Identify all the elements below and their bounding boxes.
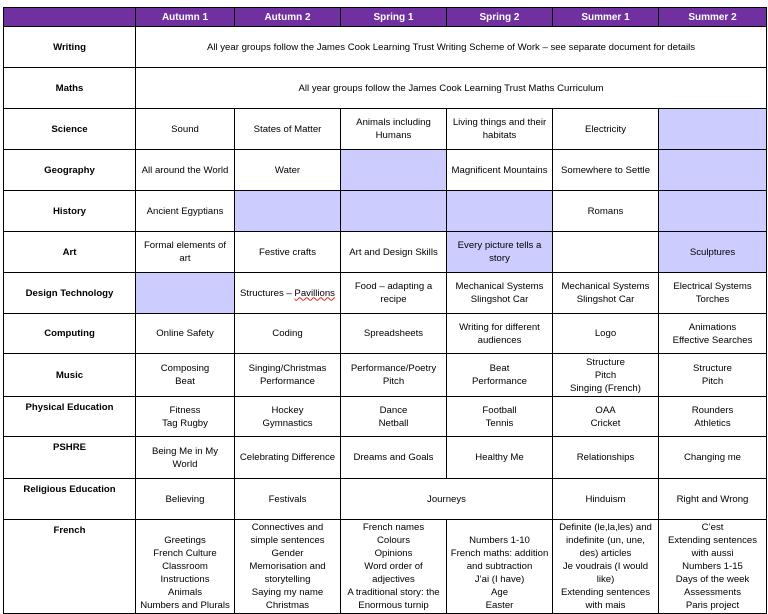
pe-summer-2-line: Athletics: [694, 417, 731, 429]
music-autumn-1: [136, 354, 235, 397]
music-summer-1-line: Structure: [586, 356, 625, 368]
subject-history: History: [4, 191, 136, 232]
music-spring-2: [447, 354, 553, 397]
header-autumn-1: Autumn 1: [136, 8, 235, 27]
french-spring-1-line: adjectives: [372, 574, 415, 585]
writing-all-year: All year groups follow the James Cook Learning Trust Writing Scheme of Work – see separate document for details: [136, 27, 767, 68]
french-summer-2-line: Days of the week: [675, 574, 750, 585]
music-spring-1-line: Pitch: [382, 376, 405, 387]
pe-autumn-1-line: Fitness: [169, 404, 201, 416]
pshre-spring-1: Dreams and Goals: [341, 437, 447, 479]
pe-autumn-1-line: Tag Rugby: [162, 417, 208, 429]
dt-spring-2-line: Slingshot Car: [470, 294, 529, 305]
music-spring-1: [341, 354, 447, 397]
re-summer-2: Right and Wrong: [659, 479, 767, 520]
row-religious-education: [4, 479, 767, 520]
music-spring-1-line: Performance/Poetry: [350, 363, 437, 374]
pshre-summer-1: Relationships: [553, 437, 659, 479]
history-spring-1-empty: [341, 191, 447, 232]
pe-spring-2-line: Tennis: [485, 417, 514, 429]
row-french: [4, 520, 767, 614]
french-autumn-2-line: Saying my name: [251, 587, 324, 598]
french-spring-1-line: A traditional story: the: [347, 587, 440, 598]
french-spring-2-line: J’ai (I have): [474, 574, 525, 585]
header-summer-2: Summer 2: [659, 8, 767, 27]
music-summer-1-line: Pitch: [594, 369, 617, 381]
subject-pshre: PSHRE: [4, 437, 136, 479]
geography-autumn-1: All around the World: [136, 150, 235, 191]
dt-summer-2: [659, 273, 767, 314]
science-autumn-2: States of Matter: [235, 109, 341, 150]
french-autumn-2-line: simple sentences: [250, 535, 325, 546]
history-summer-1: Romans: [553, 191, 659, 232]
music-spring-2-line: Beat: [489, 363, 510, 374]
science-summer-2-empty: [659, 109, 767, 150]
row-pshre: [4, 437, 767, 479]
art-spring-1: Art and Design Skills: [341, 232, 447, 273]
pe-spring-2: [447, 397, 553, 437]
french-autumn-1-line: Classroom: [162, 561, 208, 572]
dt-autumn-2-spellcheck-word: Pavillions: [294, 287, 335, 299]
header-corner: [4, 8, 136, 27]
french-autumn-2-line: storytelling: [264, 574, 311, 585]
re-autumn-2: Festivals: [235, 479, 341, 520]
history-spring-2-empty: [447, 191, 553, 232]
art-spring-2: Every picture tells a story: [447, 232, 553, 273]
subject-computing: Computing: [4, 314, 136, 354]
music-autumn-2: [235, 354, 341, 397]
french-spring-2-line: Age: [490, 587, 509, 598]
pshre-spring-2: Healthy Me: [447, 437, 553, 479]
french-spring-2-line: Easter: [485, 600, 514, 611]
french-autumn-1-line: Animals: [167, 587, 203, 598]
pe-autumn-1: [136, 397, 235, 437]
row-art: [4, 232, 767, 273]
row-writing: [4, 27, 767, 68]
re-summer-1: Hinduism: [553, 479, 659, 520]
computing-summer-1: Logo: [553, 314, 659, 354]
science-spring-2: Living things and their habitats: [447, 109, 553, 150]
french-summer-1-line: Extending sentences: [560, 587, 651, 598]
art-summer-1-empty: [553, 232, 659, 273]
pe-spring-1-line: Netball: [378, 417, 409, 429]
music-summer-2-line: Structure: [693, 363, 732, 374]
french-spring-1: [341, 520, 447, 614]
subject-art: Art: [4, 232, 136, 273]
pshre-autumn-2: Celebrating Difference: [235, 437, 341, 479]
dt-autumn-2-text: Structures –: [240, 287, 295, 299]
maths-all-year: All year groups follow the James Cook Learning Trust Maths Curriculum: [136, 68, 767, 109]
science-autumn-1: Sound: [136, 109, 235, 150]
subject-design-technology: Design Technology: [4, 273, 136, 314]
subject-science: Science: [4, 109, 136, 150]
music-summer-2-line: Pitch: [701, 376, 724, 387]
dt-spring-2-line: Mechanical Systems: [455, 281, 544, 292]
music-summer-1-line: Singing (French): [570, 382, 641, 394]
art-summer-2: Sculptures: [659, 232, 767, 273]
music-autumn-1-line: Composing: [160, 363, 210, 374]
science-summer-1: Electricity: [553, 109, 659, 150]
french-autumn-1: [136, 520, 235, 614]
pshre-summer-2: Changing me: [659, 437, 767, 479]
computing-summer-2: [659, 314, 767, 354]
computing-autumn-2: Coding: [235, 314, 341, 354]
french-summer-2-line: Extending sentences: [667, 535, 758, 546]
french-summer-2: [659, 520, 767, 614]
french-summer-1-line: Je voudrais (I would: [562, 561, 649, 572]
row-computing: [4, 314, 767, 354]
header-spring-2: Spring 2: [447, 8, 553, 27]
pe-spring-1-line: Dance: [379, 404, 408, 416]
subject-writing: Writing: [4, 27, 136, 68]
dt-summer-1-line: Slingshot Car: [576, 294, 635, 305]
subject-french: French: [4, 520, 136, 614]
row-design-technology: [4, 273, 767, 314]
computing-spring-2: Writing for different audiences: [447, 314, 553, 354]
french-summer-1-line: indefinite (un, une,: [566, 535, 645, 546]
row-history: [4, 191, 767, 232]
computing-autumn-1: Online Safety: [136, 314, 235, 354]
geography-summer-2-empty: [659, 150, 767, 191]
french-summer-1-line: like): [596, 574, 615, 585]
pe-summer-1: [553, 397, 659, 437]
music-summer-2: [659, 354, 767, 397]
french-autumn-2-line: Gender: [271, 548, 304, 559]
pe-autumn-2-line: Gymnastics: [262, 417, 313, 429]
dt-summer-1: [553, 273, 659, 314]
science-spring-1: Animals including Humans: [341, 109, 447, 150]
dt-autumn-2: [235, 273, 341, 314]
row-music: [4, 354, 767, 397]
french-spring-2-line: Numbers 1-10: [469, 535, 530, 546]
pe-summer-2-line: Rounders: [691, 404, 734, 416]
row-physical-education: [4, 397, 767, 437]
french-summer-2-line: Numbers 1-15: [682, 561, 743, 572]
computing-summer-2-line: Animations: [688, 321, 737, 333]
french-summer-2-line: with aussi: [691, 548, 734, 559]
french-summer-2-line: Paris project: [685, 600, 740, 611]
french-autumn-1-line: Numbers and Plurals: [140, 600, 230, 611]
art-autumn-2: Festive crafts: [235, 232, 341, 273]
french-summer-1: [553, 520, 659, 614]
geography-spring-1-empty: [341, 150, 447, 191]
french-summer-1-line: Definite (le,la,les) and: [559, 522, 652, 533]
curriculum-table: [3, 7, 767, 614]
computing-summer-2-line: Effective Searches: [672, 334, 753, 346]
re-autumn-1: Believing: [136, 479, 235, 520]
french-summer-1-line: des) articles: [579, 548, 632, 559]
header-autumn-2: Autumn 2: [235, 8, 341, 27]
row-geography: [4, 150, 767, 191]
pe-spring-1: [341, 397, 447, 437]
french-autumn-2-line: Connectives and: [251, 522, 324, 533]
pe-summer-1-line: Cricket: [590, 417, 621, 429]
french-spring-1-line: Colours: [376, 535, 411, 546]
french-spring-1-line: Opinions: [374, 548, 413, 559]
geography-summer-1: Somewhere to Settle: [553, 150, 659, 191]
pe-spring-2-line: Football: [482, 404, 517, 416]
dt-summer-2-line: Electrical Systems: [673, 281, 752, 292]
subject-religious-education: Religious Education: [4, 479, 136, 520]
french-autumn-2: [235, 520, 341, 614]
french-summer-2-line: Assessments: [683, 587, 742, 598]
french-summer-1-line: with mais: [585, 600, 626, 611]
geography-autumn-2: Water: [235, 150, 341, 191]
subject-physical-education: Physical Education: [4, 397, 136, 437]
french-spring-2: [447, 520, 553, 614]
french-autumn-2-line: Memorisation and: [249, 561, 326, 572]
header-row: [4, 8, 767, 27]
header-spring-1: Spring 1: [341, 8, 447, 27]
dt-autumn-1-empty: [136, 273, 235, 314]
dt-summer-2-line: Torches: [695, 294, 730, 305]
music-autumn-2-line: Performance: [260, 376, 315, 387]
subject-music: Music: [4, 354, 136, 397]
french-autumn-2-line: Christmas: [265, 600, 310, 611]
pe-summer-1-line: OAA: [595, 404, 616, 416]
pe-summer-2: [659, 397, 767, 437]
computing-spring-1: Spreadsheets: [341, 314, 447, 354]
row-science: [4, 109, 767, 150]
music-autumn-1-line: Beat: [175, 376, 195, 387]
french-spring-1-line: Word order of: [364, 561, 423, 572]
subject-maths: Maths: [4, 68, 136, 109]
dt-spring-1: Food – adapting a recipe: [341, 273, 447, 314]
french-spring-1-line: French names: [362, 522, 425, 533]
row-maths: [4, 68, 767, 109]
french-summer-2-line: C’est: [701, 522, 724, 533]
pshre-autumn-1: Being Me in My World: [136, 437, 235, 479]
pe-autumn-2-line: Hockey: [271, 404, 304, 416]
header-summer-1: Summer 1: [553, 8, 659, 27]
pe-autumn-2: [235, 397, 341, 437]
art-autumn-1: Formal elements of art: [136, 232, 235, 273]
dt-summer-1-line: Mechanical Systems: [561, 281, 650, 292]
music-summer-1: [553, 354, 659, 397]
history-autumn-2-empty: [235, 191, 341, 232]
history-autumn-1: Ancient Egyptians: [136, 191, 235, 232]
dt-spring-2: [447, 273, 553, 314]
french-spring-2-line: and subtraction: [466, 561, 533, 572]
geography-spring-2: Magnificent Mountains: [447, 150, 553, 191]
re-spring: Journeys: [341, 479, 553, 520]
french-spring-2-line: French maths: addition: [450, 548, 549, 559]
music-spring-2-line: Performance: [472, 376, 527, 387]
french-autumn-1-line: French Culture: [153, 548, 217, 559]
french-autumn-1-line: Greetings: [164, 535, 206, 546]
french-spring-1-line: Enormous turnip: [358, 600, 429, 611]
music-autumn-2-line: Singing/Christmas: [248, 363, 327, 374]
subject-geography: Geography: [4, 150, 136, 191]
french-autumn-1-line: Instructions: [160, 574, 210, 585]
history-summer-2-empty: [659, 191, 767, 232]
